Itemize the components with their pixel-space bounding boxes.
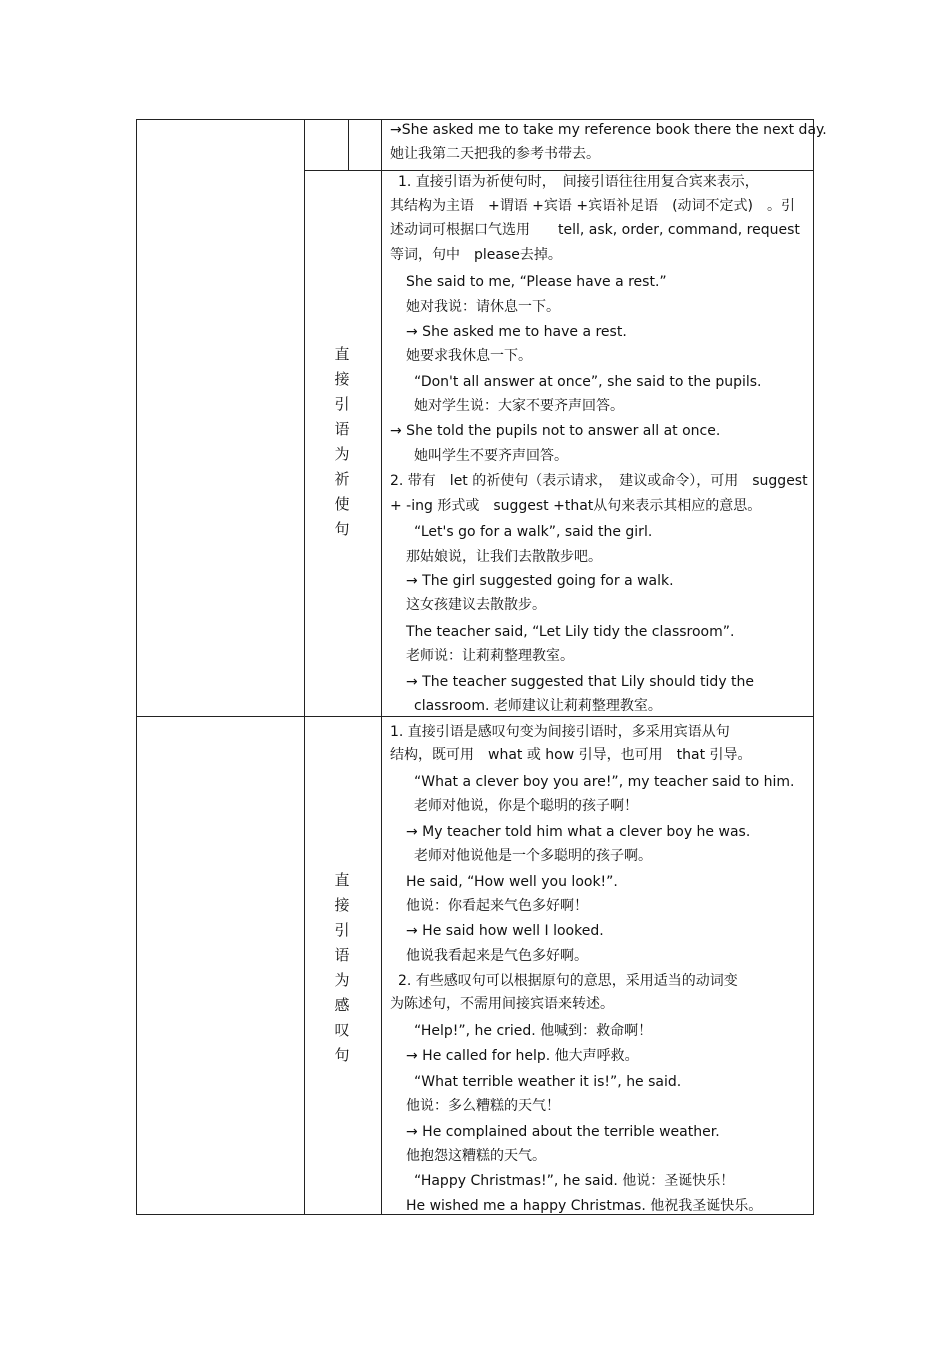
column-divider [381, 119, 382, 1215]
text-line: 老师对他说他是一个多聪明的孩子啊。 [414, 848, 652, 864]
text-line: The teacher said, “Let Lily tidy the classroom”. [406, 624, 735, 640]
text-line: 他说我看起来是气色多好啊。 [406, 948, 588, 964]
text-line: 那姑娘说，让我们去散散步吧。 [406, 549, 602, 565]
text-line: 1. 直接引语是感叹句变为间接引语时，多采用宾语从句 [390, 724, 730, 740]
text-line: → The teacher suggested that Lily should tidy the [406, 674, 755, 690]
label-char: 叹 [334, 1021, 350, 1039]
label-char: 接 [334, 896, 350, 914]
label-char: 直 [334, 871, 350, 889]
text-line: 这女孩建议去散散步。 [406, 597, 546, 613]
text-line: → The girl suggested going for a walk. [406, 573, 674, 589]
text-line: 他说：你看起来气色多好啊！ [406, 898, 588, 914]
text-line: 她叫学生不要齐声回答。 [414, 448, 568, 464]
label-char: 语 [334, 420, 350, 438]
text-line: 等词，句中 please去掉。 [390, 247, 562, 263]
label-char: 接 [334, 370, 350, 388]
text-line: → She asked me to have a rest. [406, 324, 627, 340]
text-line: “Don't all answer at once”, she said to the pupils. [414, 374, 762, 390]
text-line: 2. 带有 let 的祈使句（表示请求， 建议或命令），可用 suggest [390, 473, 808, 489]
text-line: 老师说：让莉莉整理教室。 [406, 648, 574, 664]
row-divider [304, 170, 814, 171]
text-line: She said to me, “Please have a rest.” [406, 274, 667, 290]
label-char: 感 [334, 996, 350, 1014]
text-line: → My teacher told him what a clever boy he was. [406, 824, 751, 840]
text-line: “Help!”, he cried. 他喊到：救命啊！ [414, 1023, 653, 1039]
label-char: 引 [334, 395, 350, 413]
text-line: He said, “How well you look!”. [406, 874, 618, 890]
text-line: “What a clever boy you are!”, my teacher said to him. [414, 774, 795, 790]
text-line: 其结构为主语 +谓语 +宾语 +宾语补足语 (动词不定式) 。引 [390, 198, 796, 214]
text-line: 结构，既可用 what 或 how 引导，也可用 that 引导。 [390, 747, 752, 763]
text-line: “Let's go for a walk”, said the girl. [414, 524, 653, 540]
text-line: 述动词可根据口气选用 tell, ask, order, command, request [390, 222, 800, 238]
label-char: 句 [334, 520, 350, 538]
column-divider [348, 119, 349, 170]
label-char: 为 [334, 971, 350, 989]
text-line: 她让我第二天把我的参考书带去。 [390, 146, 600, 162]
text-line: classroom. 老师建议让莉莉整理教室。 [414, 698, 662, 714]
text-line: 她对学生说：大家不要齐声回答。 [414, 398, 624, 414]
row-divider [136, 716, 814, 717]
text-line: He wished me a happy Christmas. 他祝我圣诞快乐。 [406, 1198, 763, 1214]
text-line: “Happy Christmas!”, he said. 他说：圣诞快乐！ [414, 1173, 735, 1189]
text-line: → She told the pupils not to answer all at once. [390, 423, 721, 439]
label-char: 使 [334, 495, 350, 513]
label-char: 祈 [334, 470, 350, 488]
text-line: →She asked me to take my reference book there the next day. [390, 122, 827, 138]
text-line: 他抱怨这糟糕的天气。 [406, 1148, 546, 1164]
text-line: → He said how well I looked. [406, 923, 604, 939]
text-line: 1. 直接引语为祈使句时， 间接引语往往用复合宾来表示， [398, 174, 759, 190]
label-char: 句 [334, 1046, 350, 1064]
text-line: “What terrible weather it is!”, he said. [414, 1074, 682, 1090]
text-line: 老师对他说，你是个聪明的孩子啊！ [414, 798, 638, 814]
text-line: → He called for help. 他大声呼救。 [406, 1048, 639, 1064]
column-divider [304, 119, 305, 1215]
text-line: 她对我说：请休息一下。 [406, 299, 560, 315]
label-char: 为 [334, 445, 350, 463]
label-char: 引 [334, 921, 350, 939]
text-line: 为陈述句，不需用间接宾语来转述。 [390, 996, 614, 1012]
label-char: 直 [334, 345, 350, 363]
text-line: → He complained about the terrible weather. [406, 1124, 720, 1140]
text-line: 2. 有些感叹句可以根据原句的意思，采用适当的动词变 [398, 973, 738, 989]
text-line: 她要求我休息一下。 [406, 348, 532, 364]
text-line: 他说：多么糟糕的天气！ [406, 1098, 560, 1114]
label-char: 语 [334, 946, 350, 964]
text-line: + -ing 形式或 suggest +that从句来表示其相应的意思。 [390, 498, 762, 514]
